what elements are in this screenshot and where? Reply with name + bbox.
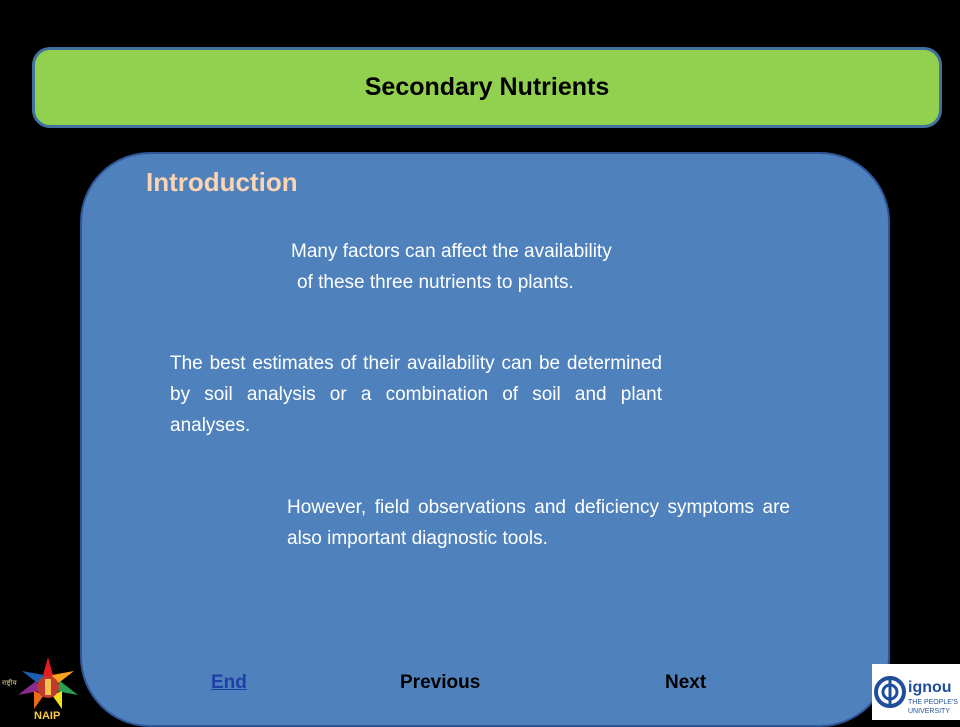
- end-link[interactable]: End: [211, 672, 247, 693]
- ignou-tagline-2: UNIVERSITY: [908, 708, 951, 715]
- title-bar: [32, 47, 942, 128]
- ignou-tagline-1: THE PEOPLE'S: [908, 699, 958, 706]
- naip-text: NAIP: [34, 710, 61, 720]
- naip-hindi-text: राष्ट्रीय: [2, 679, 17, 687]
- paragraph-1-line-1: Many factors can affect the availability: [291, 241, 612, 262]
- section-heading: Introduction: [146, 167, 298, 197]
- slide-title: Secondary Nutrients: [364, 73, 610, 101]
- paragraph-3: However, field observations and deficiency symptoms are also important diagnostic tools.: [287, 497, 790, 549]
- ignou-logo: [872, 664, 960, 720]
- paragraph-2: The best estimates of their availability can be determined by soil analysis or a combination of soil and plant analyses.: [170, 353, 662, 436]
- ignou-brand-text: ignou: [908, 679, 952, 696]
- paragraph-1-line-2: of these three nutrients to plants.: [297, 272, 574, 293]
- naip-logo: [0, 655, 98, 720]
- previous-button[interactable]: Previous: [400, 672, 481, 693]
- next-button[interactable]: Next: [665, 672, 707, 693]
- paragraph-1: [291, 236, 711, 298]
